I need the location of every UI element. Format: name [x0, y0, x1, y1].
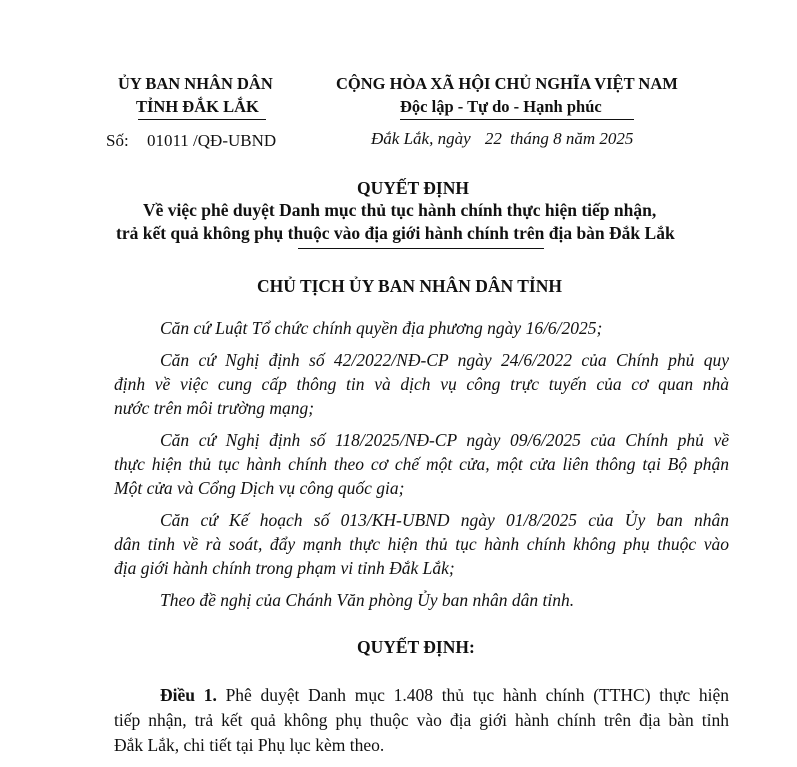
agency-name-line2: TỈNH ĐẮK LẮK — [136, 97, 259, 116]
basis-3-line2: thực hiện thủ tục hành chính theo cơ chế một cửa, một cửa liên thông tại Bộ phận — [114, 454, 729, 474]
basis-3-line3: Một cửa và Cổng Dịch vụ công quốc gia; — [114, 478, 405, 498]
basis-5-line1: Theo đề nghị của Chánh Văn phòng Ủy ban nhân dân tỉnh. — [160, 590, 575, 610]
issue-month-year: tháng 8 năm 2025 — [510, 129, 634, 148]
document-number-label: Số: — [106, 131, 129, 150]
subject-line2: trả kết quả không phụ thuộc vào địa giới hành chính trên địa bàn Đắk Lắk — [116, 223, 675, 243]
document-number-value: 01011 /QĐ-UBND — [146, 131, 277, 150]
basis-3-line1: Căn cứ Nghị định số 118/2025/NĐ-CP ngày 09/6/2025 của Chính phủ về — [160, 430, 729, 450]
nation-name: CỘNG HÒA XÃ HỘI CHỦ NGHĨA VIỆT NAM — [336, 74, 678, 93]
subject-line1: Về việc phê duyệt Danh mục thủ tục hành chính thực hiện tiếp nhận, — [143, 200, 657, 220]
agency-name-line1: ỦY BAN NHÂN DÂN — [118, 74, 273, 93]
basis-4-line2: dân tỉnh về rà soát, đẩy mạnh thực hiện thủ tục hành chính không phụ thuộc vào — [114, 534, 729, 554]
article-1-line1 — [160, 685, 729, 706]
basis-1-line1: Căn cứ Luật Tổ chức chính quyền địa phương ngày 16/6/2025; — [160, 318, 603, 338]
motto-underline — [400, 119, 634, 120]
document-number — [106, 131, 276, 151]
article-1-label: Điều 1. — [160, 685, 217, 705]
document-type: QUYẾT ĐỊNH — [357, 178, 469, 198]
national-motto: Độc lập - Tự do - Hạnh phúc — [400, 97, 602, 116]
basis-4-line1: Căn cứ Kế hoạch số 013/KH-UBND ngày 01/8/2025 của Ủy ban nhân — [160, 510, 729, 530]
article-1-line2: tiếp nhận, trả kết quả không phụ thuộc vào địa giới hành chính trên địa bàn tỉnh — [114, 710, 729, 730]
article-1-line3: Đắk Lắk, chi tiết tại Phụ lục kèm theo. — [114, 735, 385, 755]
basis-2-line3: nước trên môi trường mạng; — [114, 398, 315, 418]
issuing-authority: CHỦ TỊCH ỦY BAN NHÂN DÂN TỈNH — [257, 276, 562, 296]
basis-4-line3: địa giới hành chính trong phạm vi tỉnh Đắk Lắk; — [114, 558, 455, 578]
basis-2-line2: định về việc cung cấp thông tin và dịch vụ công trực tuyến của cơ quan nhà — [114, 374, 729, 394]
basis-2-line1: Căn cứ Nghị định số 42/2022/NĐ-CP ngày 24/6/2022 của Chính phủ quy — [160, 350, 729, 370]
article-1-text: Phê duyệt Danh mục 1.408 thủ tục hành chính (TTHC) thực hiện — [225, 685, 729, 705]
decision-heading: QUYẾT ĐỊNH: — [357, 637, 475, 657]
subject-underline — [298, 248, 544, 249]
issue-day: 22 — [484, 129, 502, 148]
agency-underline — [138, 119, 266, 120]
issue-date — [371, 129, 633, 149]
issue-place: Đắk Lắk, ngày — [371, 129, 471, 148]
